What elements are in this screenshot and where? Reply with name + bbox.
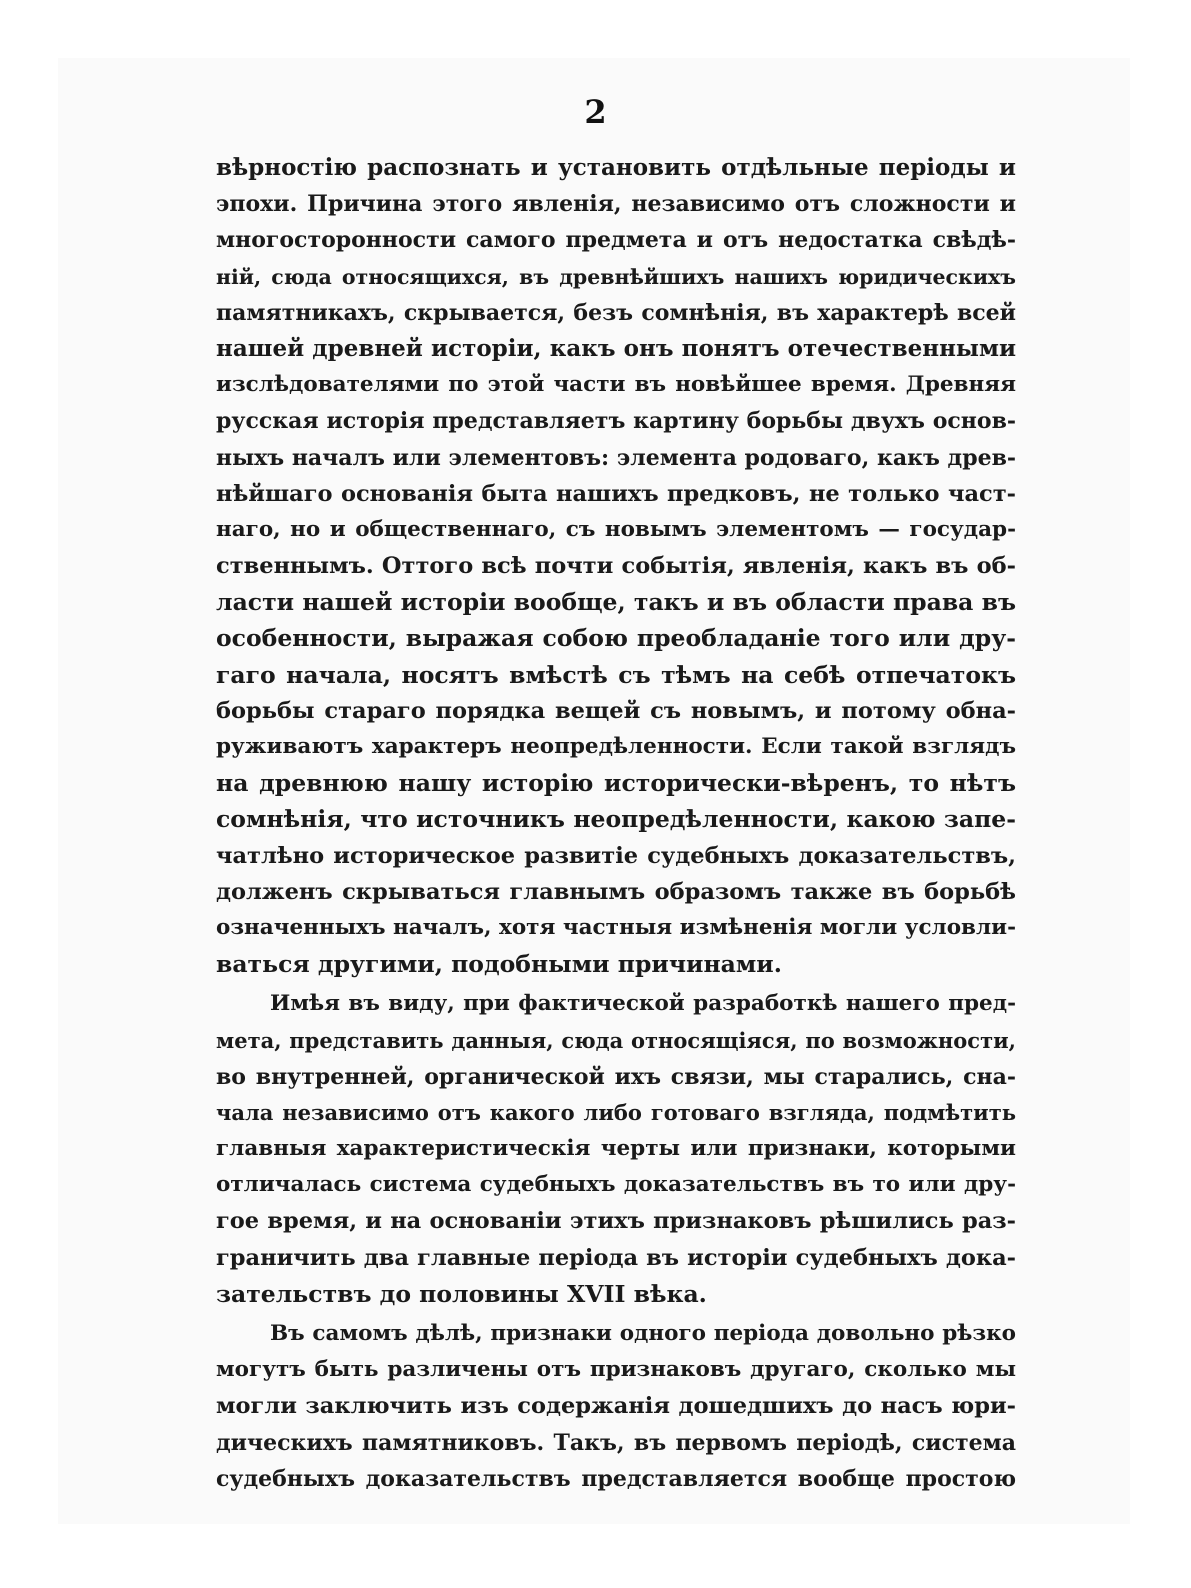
text-line: ваться другими, подобными причинами. — [216, 950, 782, 979]
text-line: могли заключить изъ содержанія дошедшихъ до насъ юри- — [216, 1393, 1016, 1420]
text-line: судебныхъ доказательствъ представляется вообще простою — [216, 1465, 1016, 1492]
text-line: гое время, и на основаніи этихъ признаковъ рѣшились раз- — [216, 1208, 1016, 1235]
paragraph — [216, 150, 1016, 982]
text-line: на древнюю нашу исторію исторически-вѣренъ, то нѣтъ — [216, 769, 1016, 798]
text-line: борьбы стараго порядка вещей съ новымъ, и потому обна- — [216, 697, 1016, 724]
paragraph — [216, 1316, 1016, 1497]
text-line: могутъ быть различены отъ признаковъ другаго, сколько мы — [216, 1357, 1016, 1383]
text-line: русская исторія представляетъ картину борьбы двухъ основ- — [216, 408, 1016, 435]
text-line: Въ самомъ дѣлѣ, признаки одного періода довольно рѣзко — [270, 1321, 1016, 1346]
text-line: чала независимо отъ какого либо готоваго взгляда, подмѣтить — [216, 1099, 1016, 1125]
text-line: отличалась система судебныхъ доказательствъ въ то или дру- — [216, 1172, 1016, 1198]
text-body — [216, 150, 1016, 1497]
text-line: памятникахъ, скрывается, безъ сомнѣнія, въ характерѣ всей — [216, 299, 1016, 326]
text-line: руживаютъ характеръ неопредѣленности. Если такой взглядъ — [216, 734, 1016, 759]
text-line: ственнымъ. Оттого всѣ почти событія, явленія, какъ въ об- — [216, 553, 1016, 580]
text-line: сомнѣнія, что источникъ неопредѣленности, какою запе- — [216, 805, 1016, 834]
text-line: гаго начала, носятъ вмѣстѣ съ тѣмъ на себѣ отпечатокъ — [216, 660, 1016, 689]
text-line: ласти нашей исторіи вообще, такъ и въ области права въ — [216, 588, 1016, 617]
text-line: многосторонности самого предмета и отъ недостатка свѣдѣ- — [216, 227, 1016, 254]
text-line: означенныхъ началъ, хотя частныя измѣненія могли условли- — [216, 914, 1016, 940]
text-line: Имѣя въ виду, при фактической разработкѣ нашего пред- — [270, 991, 1016, 1017]
text-line: особенности, выражая собою преобладаніе того или дру- — [216, 624, 1016, 653]
text-line: чатлѣно историческое развитіе судебныхъ доказательствъ, — [216, 842, 1016, 869]
text-line: зательствъ до половины XVII вѣка. — [216, 1279, 707, 1308]
text-line: дическихъ памятниковъ. Такъ, въ первомъ періодѣ, система — [216, 1429, 1016, 1456]
text-line: граничить два главные періода въ исторіи судебныхъ дока- — [216, 1244, 1016, 1271]
text-line: мета, представить данныя, сюда относящіяся, по возможности, — [216, 1027, 1016, 1053]
text-line: нашей древней исторіи, какъ онъ понятъ отечественными — [216, 334, 1016, 362]
text-line: во внутренней, органической ихъ связи, мы старались, сна- — [216, 1063, 1016, 1090]
text-line: главныя характеристическія черты или признаки, которыми — [216, 1136, 1016, 1162]
text-line: нѣйшаго основанія быта нашихъ предковъ, не только част- — [216, 480, 1016, 507]
text-line: изслѣдователями по этой части въ новѣйшее время. Древняя — [216, 372, 1016, 398]
page-number: 2 — [584, 93, 607, 131]
text-line: вѣрностію распознать и установить отдѣльные періоды и — [216, 154, 1016, 181]
text-line: эпохи. Причина этого явленія, независимо отъ сложности и — [216, 191, 1016, 218]
text-line: ныхъ началъ или элементовъ: элемента родоваго, какъ древ- — [216, 444, 1016, 471]
paragraph — [216, 986, 1016, 1312]
text-line: долженъ скрываться главнымъ образомъ также въ борьбѣ — [216, 878, 1016, 905]
text-line: ній, сюда относящихся, въ древнѣйшихъ нашихъ юридическихъ — [216, 264, 1016, 289]
text-line: наго, но и общественнаго, съ новымъ элементомъ — государ- — [216, 516, 1016, 542]
